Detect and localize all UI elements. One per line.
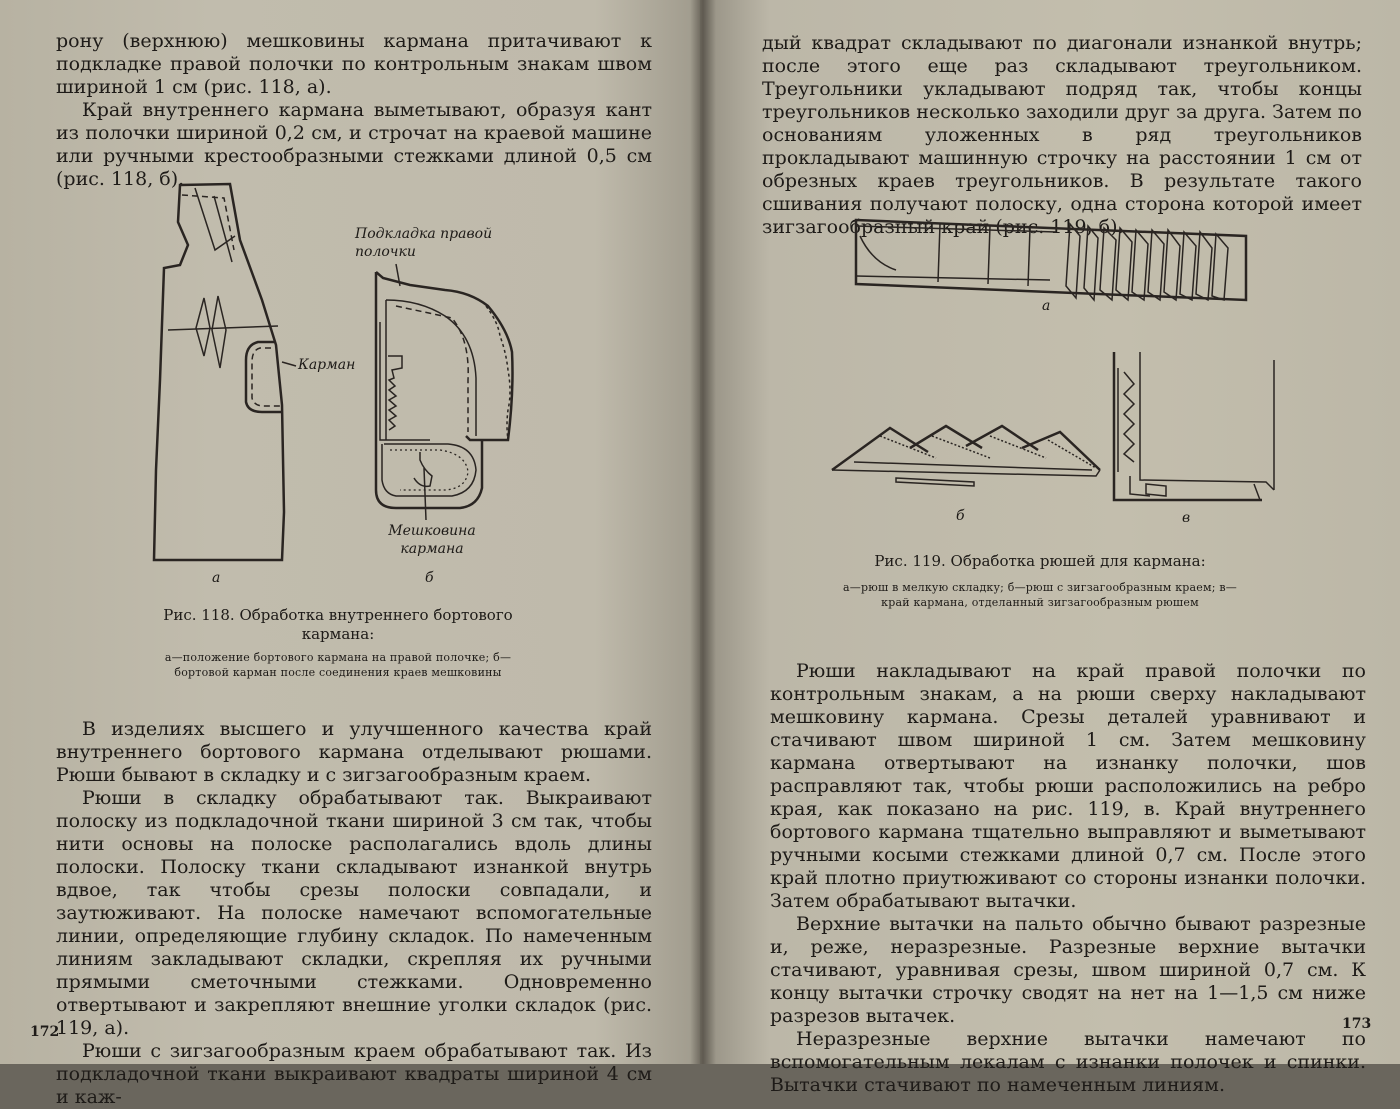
- left-page: [0, 0, 700, 1108]
- right-page: [700, 0, 1400, 1096]
- figure-119-caption: Рис. 119. Обработка рюшей для кармана:: [874, 552, 1206, 570]
- label-a: а: [212, 570, 221, 586]
- page-number-left: 172: [30, 1024, 60, 1040]
- figure-119-drawing: [700, 0, 1400, 560]
- figure-118-legend: а—положение бортового кармана на правой полочке; б—бортовой карман после соединения краев мешковины: [164, 651, 512, 679]
- label-b: б: [956, 508, 965, 524]
- figure-118-caption: Рис. 118. Обработка внутреннего бортового кармана:: [163, 606, 513, 643]
- left-bottom-text: [56, 718, 652, 1109]
- label-v: в: [1182, 510, 1191, 526]
- paragraph: Неразрезные верхние вытачки намечают по вспомогательным лекалам с изнанки полочек и спинки. Вытачки стачивают по намеченным линиям.: [770, 1028, 1366, 1096]
- paragraph: Край внутреннего кармана выметывают, образуя кант из полочки шириной 0,2 см, и строчат на краевой машине или ручными крестообразными стежками длиной 0,5 см (рис. 118, б).: [56, 99, 652, 190]
- paragraph: дый квадрат складывают по диагонали изнанкой внутрь; после этого еще раз складывают треугольником. Треугольники укладывают подряд так, чтобы концы треугольников несколько заходили друг за друга. Затем по основаниям уложенных в ряд треугольников прокладывают машинную строчку на расстоянии 1 см от обрезных краев треугольников. В результате такого сшивания получают полоску, одна сторона которой имеет зигзагообразный край (рис. 119, б).: [762, 32, 1362, 238]
- page-number-right: 173: [1342, 1016, 1372, 1032]
- label-podkladka: Подкладка правой полочки: [355, 226, 493, 260]
- paragraph: Рюши с зигзагообразным краем обрабатывают так. Из подкладочной ткани выкраивают квадраты шириной 4 см и каж-: [56, 1040, 652, 1108]
- right-bottom-text: [770, 660, 1366, 1097]
- figure-118-drawing: [0, 0, 700, 600]
- figure-119-legend: а—рюш в мелкую складку; б—рюш с зигзагообразным краем; в—край кармана, отделанный зигзагообразным рюшем: [843, 581, 1237, 609]
- paragraph: В изделиях высшего и улучшенного качества край внутреннего бортового кармана отделывают рюшами. Рюши бывают в складку и с зигзагообразным краем.: [56, 718, 652, 786]
- book-gutter: [690, 0, 716, 1064]
- label-karman: Карман: [298, 357, 356, 373]
- label-meshkovina: Мешковина кармана: [388, 523, 476, 557]
- paragraph: Рюши накладывают на край правой полочки по контрольным знакам, а на рюши сверху накладывают мешковину кармана. Срезы деталей уравнивают и стачивают швом шириной 1 см. Затем мешковину кармана отвертывают на изнанку полочки, шов расправляют так, чтобы рюши расположились на ребро края, как показано на рис. 119, в. Край внутреннего бортового кармана тщательно выправляют и выметывают ручными косыми стежками длиной 0,7 см. После этого край плотно приутюживают со стороны изнанки полочки. Затем обрабатывают вытачки.: [770, 660, 1366, 912]
- label-a: а: [1042, 298, 1051, 314]
- paragraph: Верхние вытачки на пальто обычно бывают разрезные и, реже, неразрезные. Разрезные верхние вытачки стачивают, уравнивая срезы, швом шириной 0,7 см. К концу вытачки строчку сводят на нет на 1—1,5 см ниже разрезов вытачек.: [770, 913, 1366, 1027]
- paragraph: Рюши в складку обрабатывают так. Выкраивают полоску из подкладочной ткани шириной 3 см так, чтобы нити основы на полоске располагались вдоль длины полоски. Полоску ткани складывают изнанкой внутрь вдвое, так чтобы срезы полоски совпадали, и заутюживают. На полоске намечают вспомогательные линии, определяющие глубину складок. По намеченным линиям закладывают складки, скрепляя их ручными прямыми сметочными стежками. Одновременно отвертывают и закрепляют внешние уголки складок (рис. 119, а).: [56, 787, 652, 1039]
- label-b: б: [425, 570, 434, 586]
- paragraph: рону (верхнюю) мешковины кармана притачивают к подкладке правой полочки по контрольным знакам швом шириной 1 см (рис. 118, а).: [56, 30, 652, 98]
